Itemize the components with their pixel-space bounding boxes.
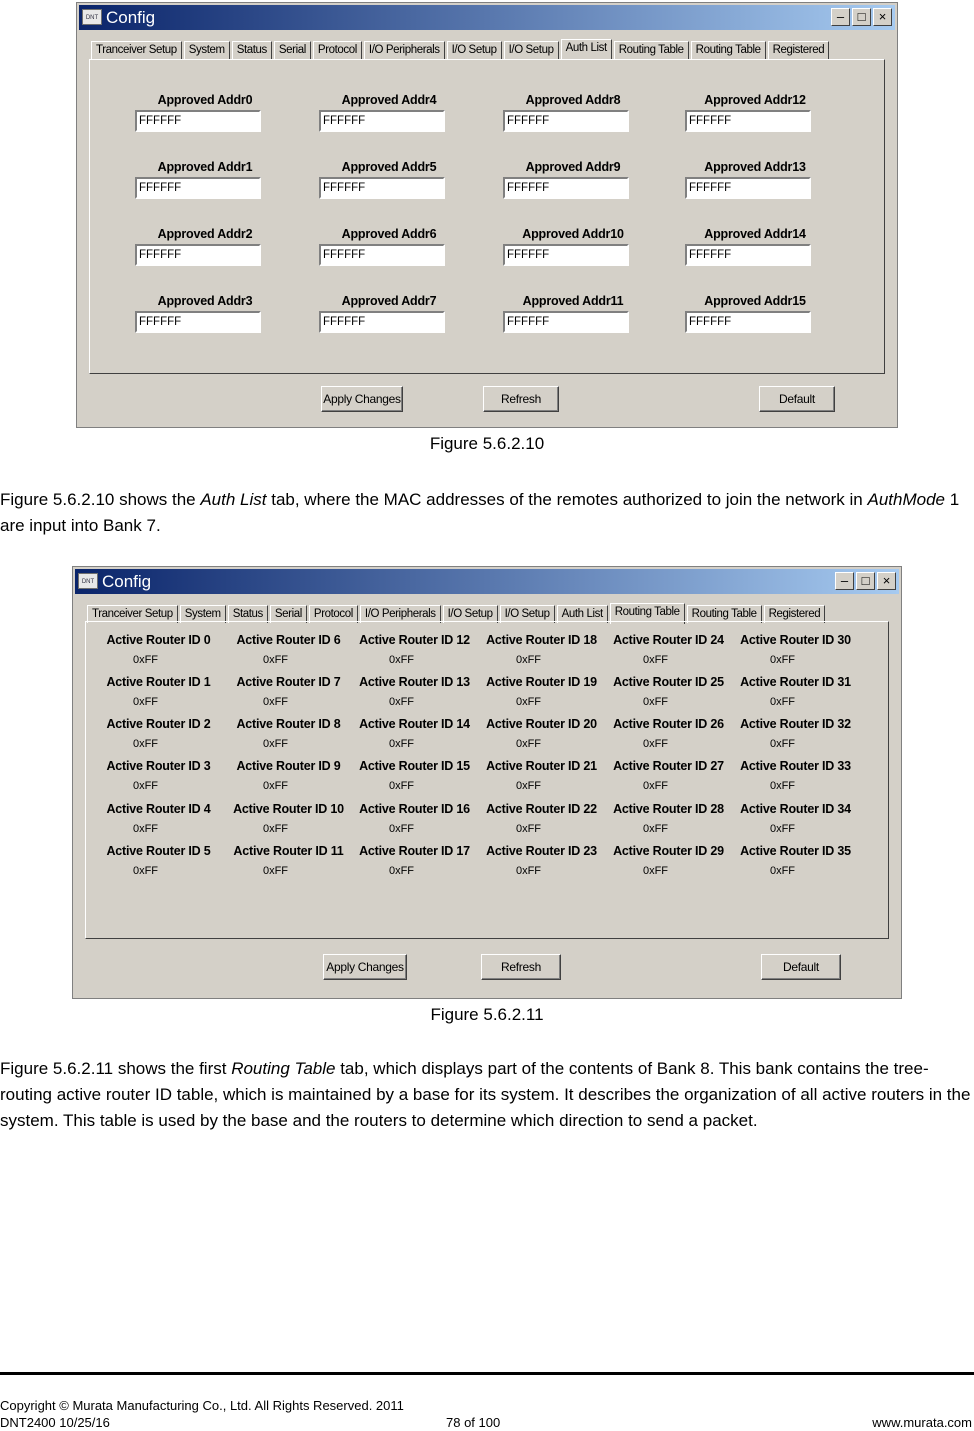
approved-addr-label: Approved Addr3 <box>157 294 253 308</box>
approved-addr-label: Approved Addr13 <box>704 160 806 174</box>
approved-addr-input[interactable] <box>685 311 811 333</box>
active-router-label: Active Router ID 26 <box>613 717 724 731</box>
text: 1 are input into Bank 7. <box>0 490 960 535</box>
active-router-label: Active Router ID 35 <box>740 844 851 858</box>
tab-serial[interactable]: Serial <box>274 41 311 59</box>
approved-addr-input[interactable] <box>135 311 261 333</box>
active-router-value: 0xFF <box>769 823 796 835</box>
tab-routing-table[interactable]: Routing Table <box>687 605 762 623</box>
active-router-value: 0xFF <box>388 696 415 708</box>
active-router-value: 0xFF <box>388 865 415 877</box>
text: tab, which displays part of the contents of Bank 8. This bank contains the tree-routing active router ID table, which is maintained by a base for its system. It describes the organization of all active routers in the system. This table is used by the base and the routers to determine which direction to send a packet. <box>0 1059 971 1130</box>
website: www.murata.com <box>872 1415 972 1430</box>
approved-addr-input[interactable] <box>135 244 261 266</box>
active-router-value: 0xFF <box>132 780 159 792</box>
tab-routing-table[interactable]: Routing Table <box>610 603 685 624</box>
body-paragraph <box>0 487 974 539</box>
active-router-label: Active Router ID 19 <box>486 675 597 689</box>
emphasis: Auth List <box>200 490 267 509</box>
tab-status[interactable]: Status <box>228 605 268 623</box>
active-router-value: 0xFF <box>642 654 669 666</box>
approved-addr-label: Approved Addr11 <box>522 294 624 308</box>
approved-addr-label: Approved Addr15 <box>704 294 806 308</box>
approved-addr-input[interactable] <box>319 244 445 266</box>
active-router-value: 0xFF <box>388 823 415 835</box>
refresh-button[interactable]: Refresh <box>481 954 561 980</box>
approved-addr-label: Approved Addr7 <box>341 294 437 308</box>
active-router-label: Active Router ID 11 <box>233 844 344 858</box>
active-router-value: 0xFF <box>642 696 669 708</box>
active-router-value: 0xFF <box>515 865 542 877</box>
text: Figure 5.6.2.10 shows the <box>0 490 201 509</box>
app-icon[interactable]: DNT <box>78 573 98 589</box>
window-title: Config <box>102 572 152 591</box>
window-title: Config <box>106 8 156 27</box>
footer-rule <box>0 1372 974 1375</box>
refresh-button[interactable]: Refresh <box>483 386 559 412</box>
maximize-icon[interactable]: □ <box>852 8 871 26</box>
approved-addr-input[interactable] <box>685 110 811 132</box>
approved-addr-input[interactable] <box>503 177 629 199</box>
active-router-value: 0xFF <box>388 780 415 792</box>
approved-addr-input[interactable] <box>685 177 811 199</box>
approved-addr-input[interactable] <box>135 110 261 132</box>
tab-i-o-setup[interactable]: I/O Setup <box>504 41 559 59</box>
active-router-label: Active Router ID 2 <box>106 717 211 731</box>
active-router-value: 0xFF <box>642 823 669 835</box>
default-button[interactable]: Default <box>761 954 841 980</box>
apply-changes-button[interactable]: Apply Changes <box>321 386 403 412</box>
copyright: Copyright © Murata Manufacturing Co., Ltd. All Rights Reserved. 2011 <box>0 1398 404 1413</box>
active-router-label: Active Router ID 12 <box>359 633 470 647</box>
emphasis: Routing Table <box>231 1059 336 1078</box>
active-router-value: 0xFF <box>388 738 415 750</box>
active-router-label: Active Router ID 7 <box>236 675 341 689</box>
minimize-icon[interactable]: – <box>831 8 850 26</box>
default-button[interactable]: Default <box>759 386 835 412</box>
approved-addr-input[interactable] <box>319 177 445 199</box>
tab-protocol[interactable]: Protocol <box>313 41 362 59</box>
doc-id: DNT2400 10/25/16 <box>0 1415 110 1430</box>
active-router-value: 0xFF <box>769 780 796 792</box>
active-router-value: 0xFF <box>262 738 289 750</box>
approved-addr-label: Approved Addr12 <box>704 93 806 107</box>
active-router-label: Active Router ID 31 <box>740 675 851 689</box>
title-bar[interactable] <box>75 569 899 594</box>
tab-serial[interactable]: Serial <box>270 605 307 623</box>
approved-addr-input[interactable] <box>319 110 445 132</box>
active-router-value: 0xFF <box>132 654 159 666</box>
active-router-label: Active Router ID 18 <box>486 633 597 647</box>
active-router-label: Active Router ID 8 <box>236 717 341 731</box>
tab-routing-table[interactable]: Routing Table <box>614 41 689 59</box>
tab-tranceiver-setup[interactable]: Tranceiver Setup <box>87 605 178 623</box>
tab-registered[interactable]: Registered <box>768 41 830 59</box>
tab-i-o-peripherals[interactable]: I/O Peripherals <box>360 605 441 623</box>
active-router-label: Active Router ID 32 <box>740 717 851 731</box>
title-bar[interactable] <box>79 5 895 30</box>
active-router-value: 0xFF <box>642 780 669 792</box>
figure-caption: Figure 5.6.2.10 <box>429 434 545 453</box>
approved-addr-label: Approved Addr4 <box>341 93 437 107</box>
body-paragraph <box>0 1056 974 1134</box>
text: tab, where the MAC addresses of the remotes authorized to join the network in <box>266 490 868 509</box>
active-router-label: Active Router ID 0 <box>106 633 211 647</box>
active-router-label: Active Router ID 28 <box>613 802 724 816</box>
active-router-label: Active Router ID 27 <box>613 759 724 773</box>
active-router-label: Active Router ID 34 <box>740 802 851 816</box>
active-router-label: Active Router ID 24 <box>613 633 724 647</box>
active-router-label: Active Router ID 21 <box>486 759 597 773</box>
approved-addr-input[interactable] <box>503 311 629 333</box>
approved-addr-input[interactable] <box>503 110 629 132</box>
tab-tranceiver-setup[interactable]: Tranceiver Setup <box>91 41 182 59</box>
active-router-label: Active Router ID 15 <box>359 759 470 773</box>
active-router-label: Active Router ID 3 <box>106 759 211 773</box>
approved-addr-label: Approved Addr14 <box>704 227 806 241</box>
active-router-value: 0xFF <box>262 865 289 877</box>
tab-auth-list[interactable]: Auth List <box>557 605 608 623</box>
approved-addr-label: Approved Addr5 <box>341 160 437 174</box>
config-window-auth-list <box>76 2 898 428</box>
active-router-label: Active Router ID 6 <box>236 633 341 647</box>
active-router-value: 0xFF <box>262 780 289 792</box>
active-router-label: Active Router ID 17 <box>359 844 470 858</box>
active-router-value: 0xFF <box>515 738 542 750</box>
apply-changes-button[interactable]: Apply Changes <box>323 954 407 980</box>
active-router-value: 0xFF <box>515 780 542 792</box>
figure-caption: Figure 5.6.2.11 <box>430 1005 544 1024</box>
active-router-value: 0xFF <box>132 865 159 877</box>
approved-addr-input[interactable] <box>135 177 261 199</box>
approved-addr-label: Approved Addr10 <box>522 227 624 241</box>
active-router-value: 0xFF <box>388 654 415 666</box>
tab-system[interactable]: System <box>184 41 230 59</box>
minimize-icon[interactable]: – <box>835 572 854 590</box>
approved-addr-input[interactable] <box>685 244 811 266</box>
maximize-icon[interactable]: □ <box>856 572 875 590</box>
active-router-value: 0xFF <box>132 696 159 708</box>
text: Figure 5.6.2.11 shows the first <box>0 1059 232 1078</box>
active-router-value: 0xFF <box>515 696 542 708</box>
tab-strip <box>87 601 881 623</box>
tab-strip <box>91 37 877 59</box>
approved-addr-input[interactable] <box>319 311 445 333</box>
active-router-value: 0xFF <box>769 654 796 666</box>
active-router-value: 0xFF <box>262 696 289 708</box>
tab-auth-list[interactable]: Auth List <box>561 39 612 60</box>
active-router-value: 0xFF <box>515 823 542 835</box>
active-router-label: Active Router ID 16 <box>359 802 470 816</box>
emphasis: AuthMode <box>867 490 945 509</box>
approved-addr-label: Approved Addr0 <box>157 93 253 107</box>
approved-addr-input[interactable] <box>503 244 629 266</box>
close-icon[interactable]: × <box>877 572 896 590</box>
page-number: 78 of 100 <box>446 1415 501 1430</box>
tab-routing-table[interactable]: Routing Table <box>691 41 766 59</box>
active-router-label: Active Router ID 10 <box>233 802 344 816</box>
app-icon[interactable]: DNT <box>82 9 102 25</box>
tab-registered[interactable]: Registered <box>764 605 826 623</box>
active-router-label: Active Router ID 14 <box>359 717 470 731</box>
active-router-value: 0xFF <box>769 738 796 750</box>
approved-addr-label: Approved Addr1 <box>157 160 253 174</box>
active-router-label: Active Router ID 5 <box>106 844 211 858</box>
active-router-label: Active Router ID 25 <box>613 675 724 689</box>
config-window-routing-table <box>72 566 902 999</box>
approved-addr-label: Approved Addr9 <box>525 160 621 174</box>
active-router-label: Active Router ID 33 <box>740 759 851 773</box>
active-router-value: 0xFF <box>262 823 289 835</box>
active-router-label: Active Router ID 22 <box>486 802 597 816</box>
close-icon[interactable]: × <box>873 8 892 26</box>
active-router-value: 0xFF <box>515 654 542 666</box>
active-router-label: Active Router ID 29 <box>613 844 724 858</box>
active-router-label: Active Router ID 4 <box>106 802 211 816</box>
active-router-label: Active Router ID 23 <box>486 844 597 858</box>
tab-system[interactable]: System <box>180 605 226 623</box>
tab-i-o-setup[interactable]: I/O Setup <box>447 41 502 59</box>
active-router-label: Active Router ID 1 <box>106 675 211 689</box>
tab-i-o-setup[interactable]: I/O Setup <box>443 605 498 623</box>
tab-status[interactable]: Status <box>232 41 272 59</box>
active-router-label: Active Router ID 20 <box>486 717 597 731</box>
active-router-value: 0xFF <box>262 654 289 666</box>
active-router-value: 0xFF <box>642 865 669 877</box>
active-router-value: 0xFF <box>132 738 159 750</box>
approved-addr-label: Approved Addr6 <box>341 227 437 241</box>
active-router-label: Active Router ID 9 <box>236 759 341 773</box>
active-router-label: Active Router ID 13 <box>359 675 470 689</box>
approved-addr-label: Approved Addr2 <box>157 227 253 241</box>
active-router-value: 0xFF <box>769 696 796 708</box>
active-router-value: 0xFF <box>132 823 159 835</box>
tab-protocol[interactable]: Protocol <box>309 605 358 623</box>
approved-addr-label: Approved Addr8 <box>525 93 621 107</box>
active-router-label: Active Router ID 30 <box>740 633 851 647</box>
active-router-value: 0xFF <box>769 865 796 877</box>
active-router-value: 0xFF <box>642 738 669 750</box>
tab-i-o-setup[interactable]: I/O Setup <box>500 605 555 623</box>
tab-i-o-peripherals[interactable]: I/O Peripherals <box>364 41 445 59</box>
